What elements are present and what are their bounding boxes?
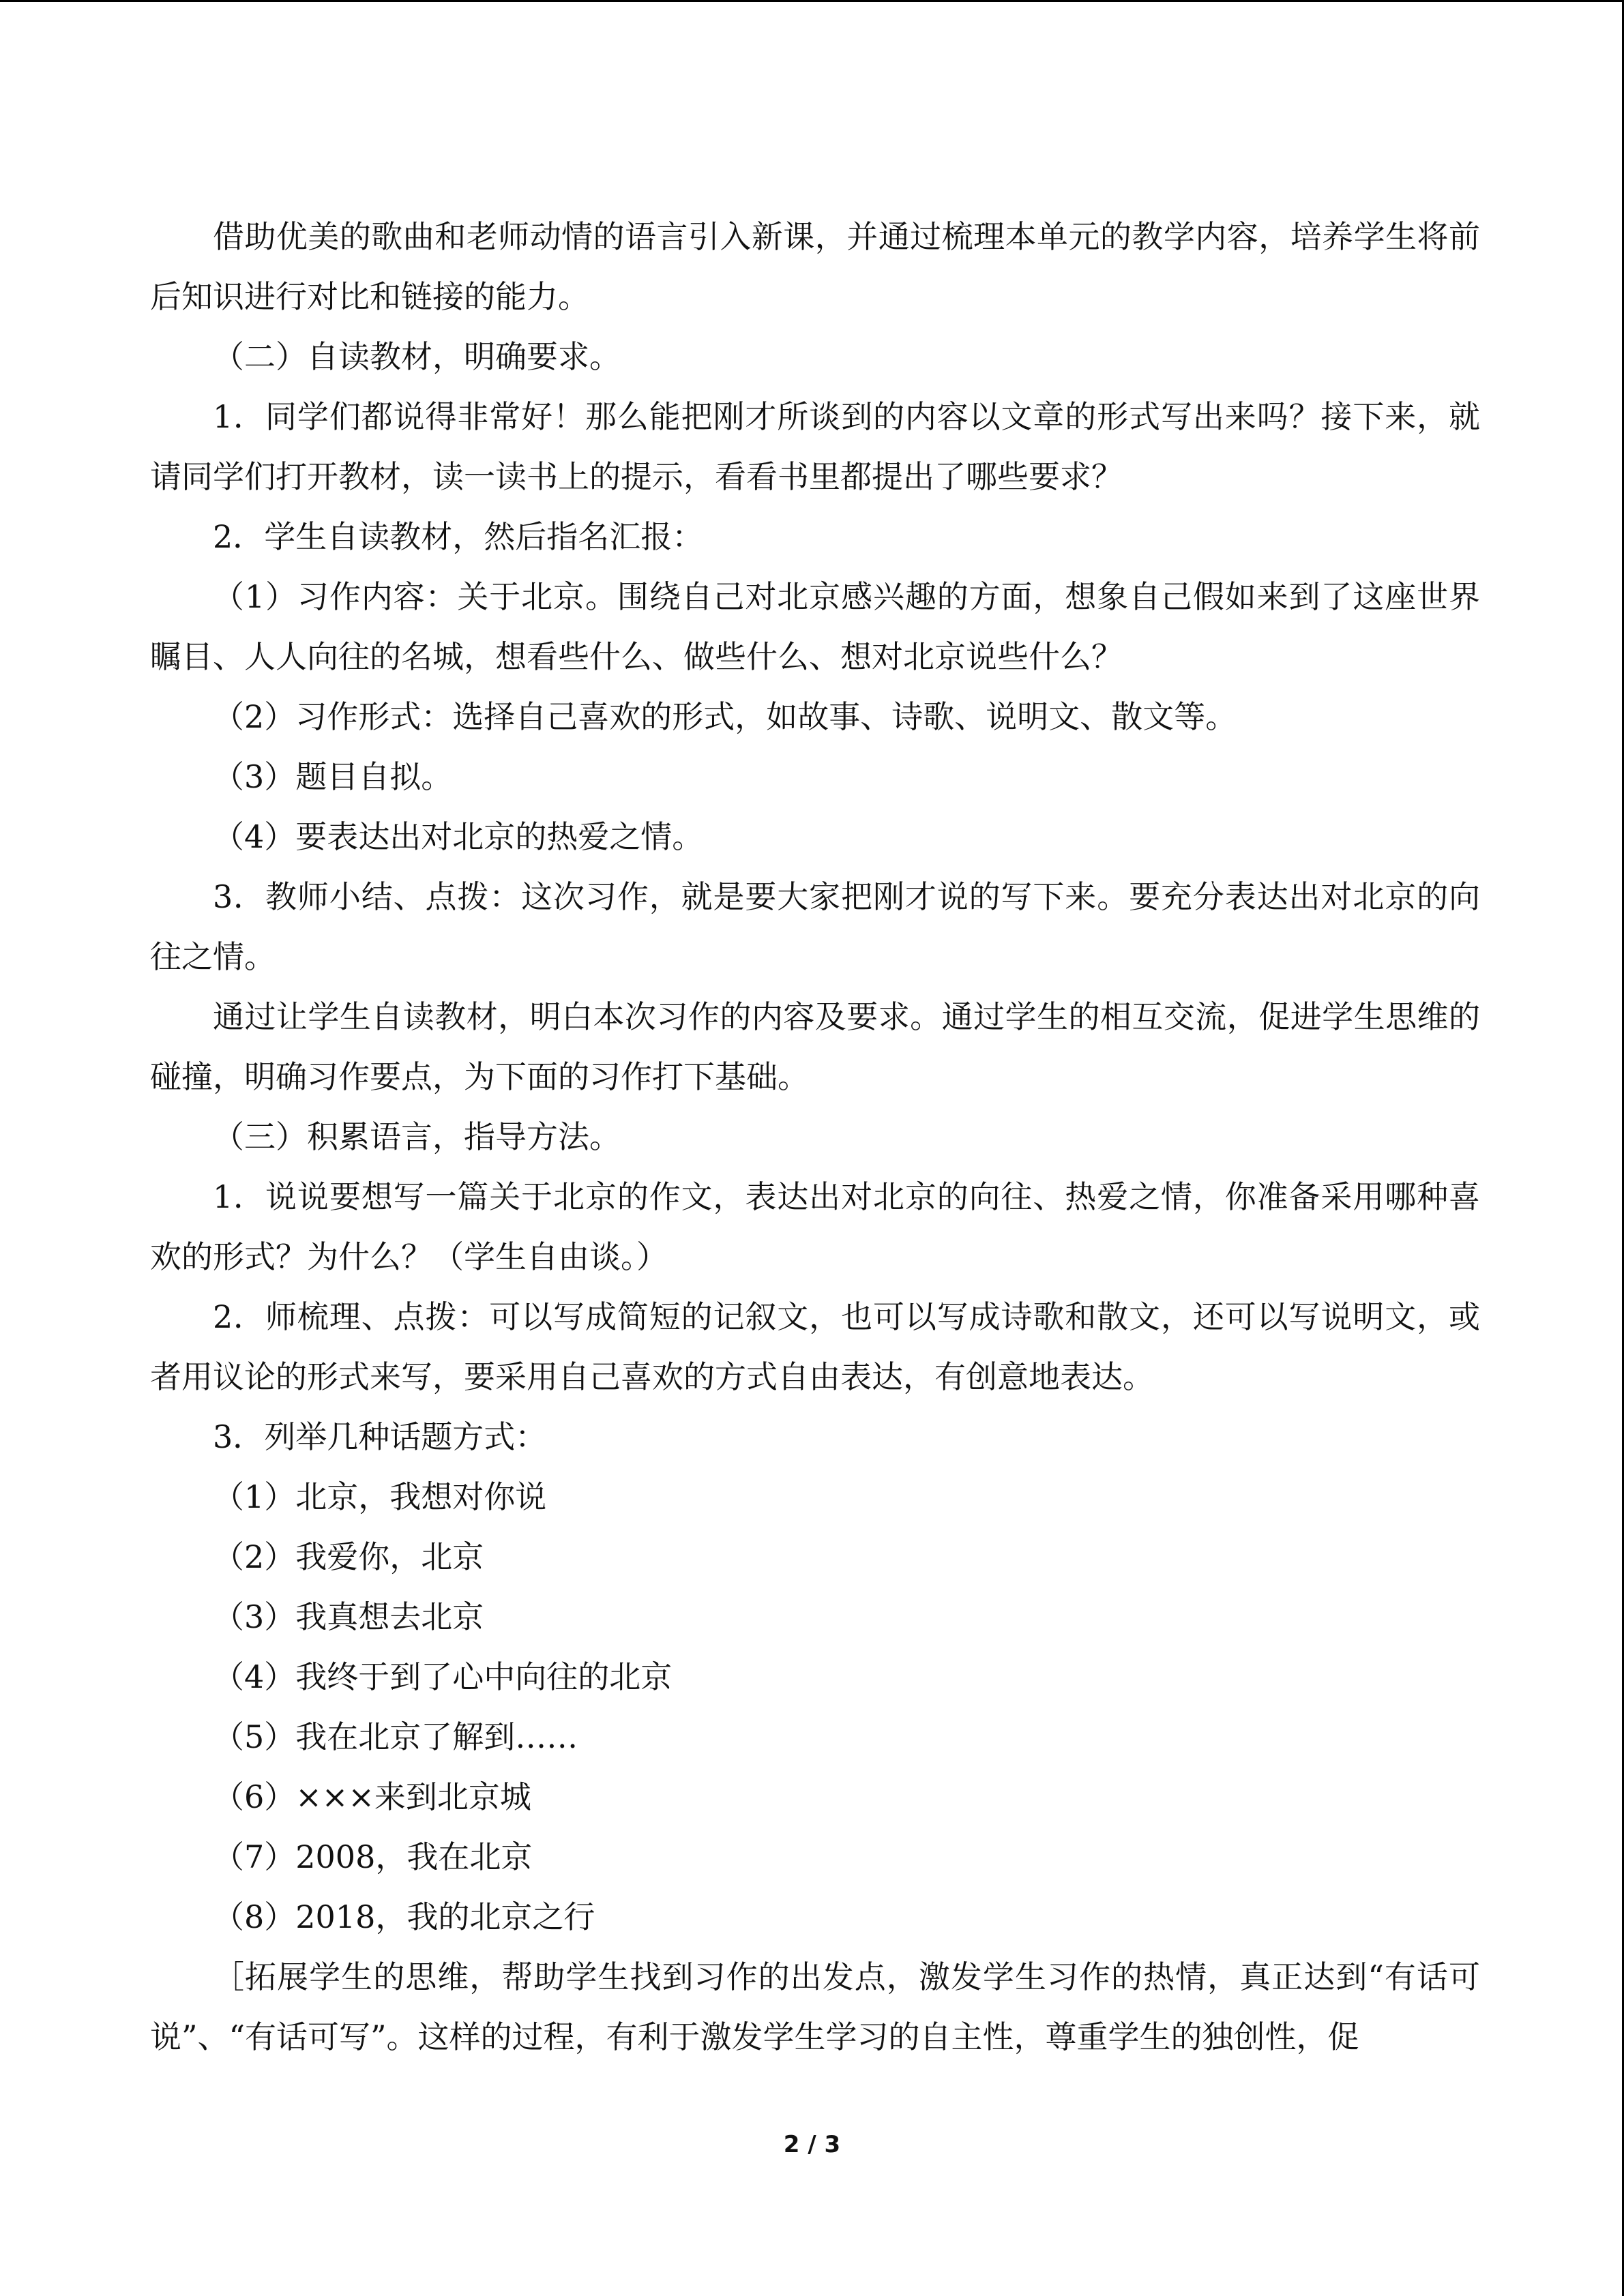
paragraph: 通过让学生自读教材，明白本次习作的内容及要求。通过学生的相互交流，促进学生思维的碰撞，明确习作要点，为下面的习作打下基础。 — [150, 998, 1480, 1095]
topic-item: （2）我爱你，北京 — [213, 1538, 484, 1575]
paragraph: 3．列举几种话题方式： — [213, 1418, 547, 1455]
paragraph: ［拓展学生的思维，帮助学生找到习作的出发点，激发学生习作的热情，真正达到“有话可说”、“有话可写”。这样的过程，有利于激发学生学习的自主性，尊重学生的独创性，促 — [150, 1958, 1480, 2055]
paragraph: 1．同学们都说得非常好！那么能把刚才所谈到的内容以文章的形式写出来吗？接下来，就请同学们打开教材，读一读书上的提示，看看书里都提出了哪些要求？ — [150, 398, 1480, 495]
topic-item: （5）我在北京了解到…… — [213, 1718, 578, 1755]
paragraph: 2．师梳理、点拨：可以写成简短的记叙文，也可以写成诗歌和散文，还可以写说明文，或者用议论的形式来写，要采用自己喜欢的方式自由表达，有创意地表达。 — [150, 1298, 1480, 1395]
section-heading: （三）积累语言，指导方法。 — [213, 1118, 621, 1155]
paragraph: 1．说说要想写一篇关于北京的作文，表达出对北京的向往、热爱之情，你准备采用哪种喜欢的形式？为什么？（学生自由谈。） — [150, 1178, 1480, 1275]
list-item: （4）要表达出对北京的热爱之情。 — [213, 818, 704, 855]
topic-item: （6）×××来到北京城 — [213, 1778, 531, 1815]
paragraph: 借助优美的歌曲和老师动情的语言引入新课，并通过梳理本单元的教学内容，培养学生将前后知识进行对比和链接的能力。 — [150, 218, 1480, 315]
document-body — [150, 207, 1480, 2067]
topic-item: （8）2018，我的北京之行 — [213, 1898, 595, 1935]
page-number: 2 / 3 — [783, 2131, 841, 2158]
topic-item: （1）北京，我想对你说 — [213, 1478, 547, 1515]
list-item: （1）习作内容：关于北京。围绕自己对北京感兴趣的方面，想象自己假如来到了这座世界瞩目、人人向往的名城，想看些什么、做些什么、想对北京说些什么？ — [150, 578, 1480, 675]
list-item: （2）习作形式：选择自己喜欢的形式，如故事、诗歌、说明文、散文等。 — [213, 698, 1237, 735]
list-item: （3）题目自拟。 — [213, 758, 453, 795]
topic-item: （3）我真想去北京 — [213, 1598, 484, 1635]
topic-item: （4）我终于到了心中向往的北京 — [213, 1658, 673, 1695]
paragraph: 2．学生自读教材，然后指名汇报： — [213, 518, 704, 555]
topic-item: （7）2008，我在北京 — [213, 1838, 533, 1875]
section-heading: （二）自读教材，明确要求。 — [213, 338, 621, 375]
paragraph: 3．教师小结、点拨：这次习作，就是要大家把刚才说的写下来。要充分表达出对北京的向往之情。 — [150, 878, 1480, 975]
